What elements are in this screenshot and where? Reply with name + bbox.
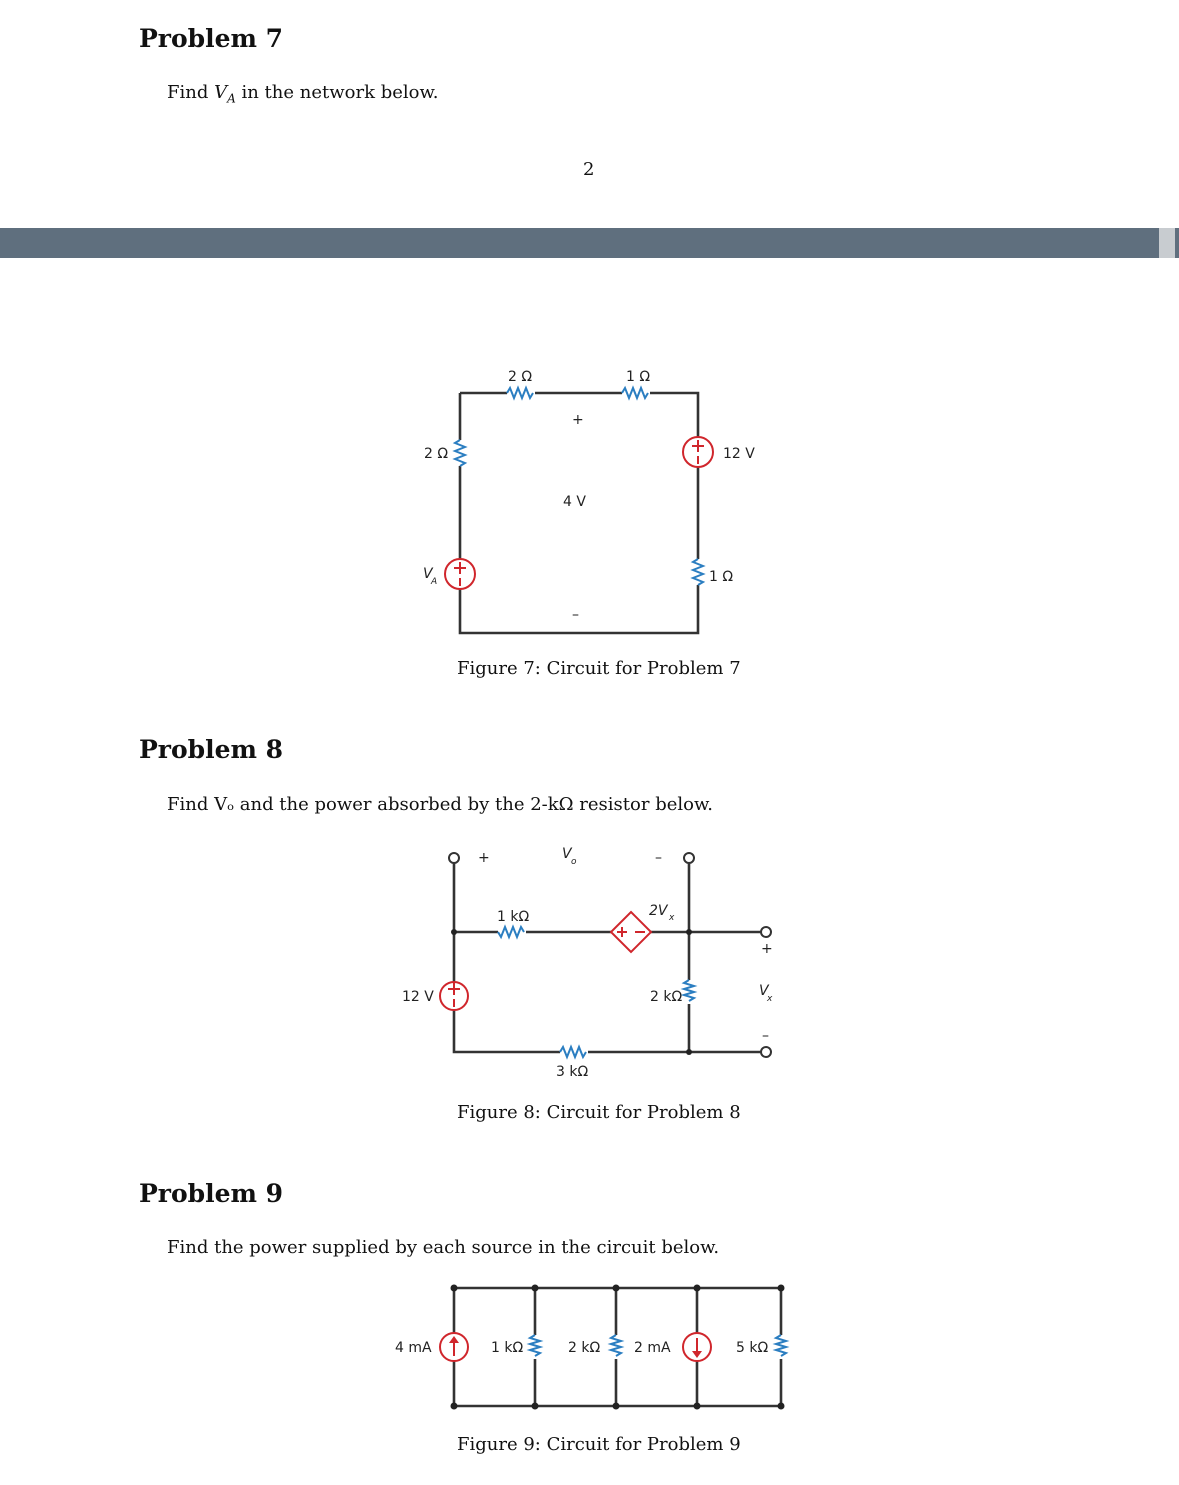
prompt-pre: Find xyxy=(167,82,215,103)
problem-8-heading: Problem 8 xyxy=(139,735,284,764)
problem-9-heading: Problem 9 xyxy=(139,1179,284,1208)
prompt-sub: A xyxy=(227,91,236,106)
label-dep-sub: x xyxy=(669,913,675,923)
label-i2: 2 mA xyxy=(634,1340,671,1356)
label-r-top-left: 2 Ω xyxy=(508,369,533,385)
label-center-v: 4 V xyxy=(563,494,586,510)
label-vo: V xyxy=(562,846,572,862)
label-minus: – xyxy=(655,850,662,866)
label-r1: 1 kΩ xyxy=(497,909,530,925)
label-vx: V xyxy=(759,983,769,999)
label-va: V xyxy=(423,566,433,582)
page-number: 2 xyxy=(583,159,595,180)
label-r-left: 2 Ω xyxy=(424,446,449,462)
label-r2: 2 kΩ xyxy=(568,1340,601,1356)
problem-9-prompt: Find the power supplied by each source in the circuit below. xyxy=(167,1237,720,1258)
prompt-post: in the network below. xyxy=(235,82,439,103)
resistor-2k xyxy=(611,1335,621,1356)
label-va-sub: A xyxy=(431,577,438,587)
label-plus: + xyxy=(478,850,490,866)
label-r3: 5 kΩ xyxy=(736,1340,769,1356)
figure-8-caption: Figure 8: Circuit for Problem 8 xyxy=(457,1102,741,1123)
label-r-top-right: 1 Ω xyxy=(626,369,651,385)
label-i1: 4 mA xyxy=(395,1340,432,1356)
label-vx-sub: x xyxy=(767,994,773,1004)
label-r-right: 1 Ω xyxy=(709,569,734,585)
label-source: 12 V xyxy=(402,989,434,1005)
label-plus: + xyxy=(572,412,584,428)
label-source-12v: 12 V xyxy=(723,446,755,462)
resistor-1k xyxy=(530,1335,540,1356)
label-r3: 3 kΩ xyxy=(556,1064,589,1080)
label-vx-minus: – xyxy=(762,1028,769,1044)
label-r2: 2 kΩ xyxy=(650,989,683,1005)
label-vo-sub: o xyxy=(571,857,577,867)
problem-7-heading: Problem 7 xyxy=(139,24,284,53)
figure-9-caption: Figure 9: Circuit for Problem 9 xyxy=(457,1434,741,1455)
figure-7-caption: Figure 7: Circuit for Problem 7 xyxy=(457,658,741,679)
label-vx-plus: + xyxy=(761,941,773,957)
resistor-5k xyxy=(776,1335,786,1356)
label-minus: – xyxy=(572,607,579,623)
problem-8-prompt: Find Vₒ and the power absorbed by the 2-kΩ resistor below. xyxy=(167,794,713,815)
label-r1: 1 kΩ xyxy=(491,1340,524,1356)
prompt-var: V xyxy=(214,82,228,103)
label-dep: 2V xyxy=(649,903,668,919)
